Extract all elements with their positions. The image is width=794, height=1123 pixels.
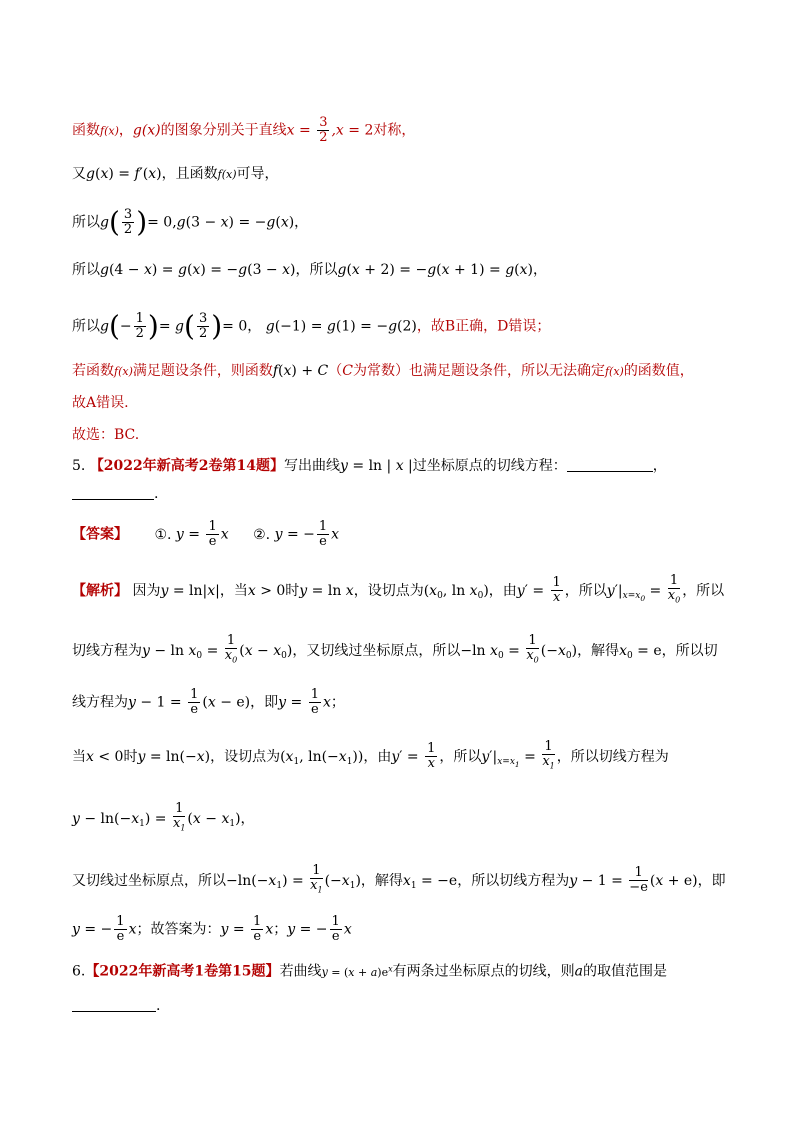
explain-line-7: y = − $\frac{1}{e}$ x；故答案为：y = $\frac{1}{e}$ x；y = − $\frac{1}{e}$ x: [72, 914, 352, 944]
text: 线方程为: [72, 694, 128, 711]
text: ；故答案为：: [136, 921, 221, 938]
text: ，由: [488, 582, 517, 599]
explain-tag: 【解析】: [72, 582, 128, 599]
text: .: [154, 486, 159, 502]
text: 的图象分别关于直线: [160, 122, 287, 139]
explain-line-3: 线方程为y − 1 = $\frac{1}{e}$ (x − e)，即y = $\frac{1}{e}$ x；: [72, 687, 345, 717]
text: 所以: [72, 318, 100, 335]
text: 当: [72, 748, 86, 765]
text: 对称，: [373, 122, 416, 139]
text: 时: [285, 582, 300, 599]
fraction: $\frac{1}{-e}$: [629, 865, 648, 896]
text: ，当: [219, 582, 248, 599]
text: ，所以: [295, 262, 338, 278]
answer-tag: 【答案】: [72, 526, 128, 543]
text: ①.: [154, 526, 172, 543]
text: 写出曲线: [284, 458, 341, 474]
text: .: [156, 998, 161, 1014]
fraction: $\frac{1}{e}$: [253, 914, 262, 944]
text: 若曲线: [279, 963, 322, 980]
text: ，所以: [439, 748, 482, 765]
explain-line-1: 【解析】 因为y = ln|x|，当x > 0时y = ln x，设切点为($x_0$, $\ln x_0$)，由y′ = $\frac{1}{x}$ ，所以$y'|_{x=x_0}$ = $\frac{1}{x_0}$ ，所以: [72, 574, 734, 609]
line-derivative: 又g(x) = f′(x)，且函数f(x)可导，: [72, 166, 279, 182]
text: ②.: [253, 526, 271, 543]
question-source-tag: 【2022年新高考2卷第14题】: [89, 458, 285, 474]
answer-blank: [567, 457, 653, 472]
text: ；: [273, 921, 288, 938]
text: 满足题设条件，则函数: [132, 363, 273, 379]
text: 的函数值，: [623, 363, 694, 379]
answer-line: 【答案】 ①. y = $\frac{1}{e}$ x ②. y = − $\frac{1}{e}$ x: [72, 519, 340, 549]
fraction: $\frac{1}{e}$: [310, 687, 319, 717]
explain-line-2: 切线方程为$y - \ln x_0$ = $\frac{1}{x_0}$ $(x - x_0)$，又切线过坐标原点，所以−ln $x_0$ = $\frac{1}{x_0}$ $(-x_0)$，解得$x_0 = e$，所以切: [72, 634, 734, 668]
text: 为常数）也满足题设条件，所以无法确定: [352, 363, 605, 379]
text: ，: [652, 458, 667, 474]
fraction: $\frac{1}{x}$: [552, 575, 561, 606]
text: ，又切线过坐标原点，所以: [292, 642, 461, 659]
text: ，解得: [360, 872, 403, 889]
question-source-tag: 【2022年新高考1卷第15题】: [85, 963, 280, 980]
fraction: $\frac{1}{e}$: [208, 519, 217, 549]
text: ，所以: [682, 582, 725, 599]
text: ，所以切线方程为: [457, 872, 570, 889]
fraction: $\frac{1}{x}$: [427, 741, 436, 772]
text: ，设切点为: [210, 748, 281, 765]
line-symmetry: 函数f(x)，g(x)的图象分别关于直线x = $\frac{3}{2}$ ,x = 2对称，: [72, 115, 416, 145]
text: ，即: [697, 872, 726, 889]
fraction: $\frac{1}{x_1}$: [172, 801, 186, 833]
text: ，所以: [564, 582, 607, 599]
text: ，解得: [577, 642, 620, 659]
explain-line-4: 当x < 0时y = ln(−x)，设切点为($x_1$, $\ln(-x_1)$)，由y′ = $\frac{1}{x}$ ，所以$y'|_{x=x_1}$ = $\frac{1}{x_1}$ ，所以切线方程为: [72, 740, 734, 775]
line-answer-bc: 故选：BC.: [72, 427, 140, 443]
question-6-cont: [72, 996, 734, 1016]
text: 有两条过坐标原点的切线，则: [392, 963, 575, 980]
text: ，即: [250, 694, 279, 711]
fraction: $\frac{3}{2}$: [198, 311, 208, 341]
explain-line-5: $y - \ln(-x_1)$ = $\frac{1}{x_1}$ $(x - x_1)$，: [72, 802, 734, 836]
text: ，: [240, 810, 255, 827]
question-6: 6.【2022年新高考1卷第15题】若曲线$y = (x + a)e^x$有两条过坐标原点的切线，则a的取值范围是: [72, 963, 667, 980]
explain-line-6: 又切线过坐标原点，所以$-\ln(-x_1)$ = $\frac{1}{x_1}$ $(-x_1)$，解得$x_1 = -e$，所以切线方程为y − 1 = $\frac{1}{-e}$ (x + e)，即: [72, 864, 734, 898]
line-conclusion-bd: 所以g(− $\frac{1}{2}$ )= g( $\frac{3}{2}$ )= 0， g(−1) = g(1) = −g(2)，故B正确，D错误；: [72, 309, 551, 343]
text: 所以: [72, 214, 100, 231]
fraction: $\frac{1}{2}$: [135, 311, 144, 341]
text: ，所以切线方程为: [556, 748, 669, 765]
fraction: $\frac{1}{e}$: [116, 914, 125, 944]
fraction: $\frac{1}{x_0}$: [667, 573, 681, 605]
fraction: $\frac{1}{e}$: [190, 687, 199, 717]
fraction: $\frac{1}{x_0}$: [224, 633, 238, 665]
answer-blank: [72, 997, 156, 1012]
text: 的取值范围是: [582, 963, 667, 980]
text: 若函数: [72, 363, 114, 379]
text: （: [328, 363, 343, 379]
question-5: 5. 【2022年新高考2卷第14题】写出曲线y = ln | x |过坐标原点的切线方程： ，: [72, 458, 667, 474]
text: 函数: [72, 122, 100, 139]
text: 时: [123, 748, 138, 765]
text: 又: [72, 166, 86, 182]
line-periodic: 所以g(4 − x) = g(x) = −g(3 − x)，所以g(x + 2) = −g(x + 1) = g(x)，: [72, 262, 547, 278]
fraction: $\frac{1}{x_1}$: [310, 863, 323, 895]
text: 5.: [72, 458, 86, 474]
text: 因为: [132, 582, 161, 599]
text: 过坐标原点的切线方程：: [412, 458, 567, 474]
line-constant: 若函数f(x)满足题设条件，则函数f(x) + C（C为常数）也满足题设条件，所以无法确定f(x)的函数值，: [72, 363, 694, 379]
text: ，设切点为: [353, 582, 424, 599]
question-5-cont: [72, 484, 734, 504]
fraction: $\frac{1}{x_0}$: [526, 633, 539, 665]
text: ，所以切: [661, 642, 718, 659]
text: 切线方程为: [72, 642, 142, 659]
text: 6.: [72, 963, 86, 980]
fraction: $\frac{3}{2}$: [123, 207, 133, 237]
text: 可导，: [236, 166, 279, 182]
text: ，且函数: [161, 166, 218, 182]
fraction: $\frac{1}{e}$: [331, 914, 340, 944]
fraction: $\frac{1}{e}$: [318, 519, 328, 549]
text: 又切线过坐标原点，所以: [72, 872, 226, 889]
fraction: $\frac{1}{x_1}$: [542, 739, 555, 771]
text: ；: [330, 694, 345, 711]
text: ，故B正确，D错误；: [416, 318, 551, 335]
answer-blank: [72, 485, 154, 500]
fraction: $\frac{3}{2}$: [319, 115, 328, 145]
text: 所以: [72, 262, 100, 278]
line-a-wrong: 故A错误.: [72, 395, 129, 411]
line-g-values: 所以g( $\frac{3}{2}$ )= 0,g(3 − x) = −g(x)，: [72, 205, 309, 239]
text: ，由: [363, 748, 392, 765]
